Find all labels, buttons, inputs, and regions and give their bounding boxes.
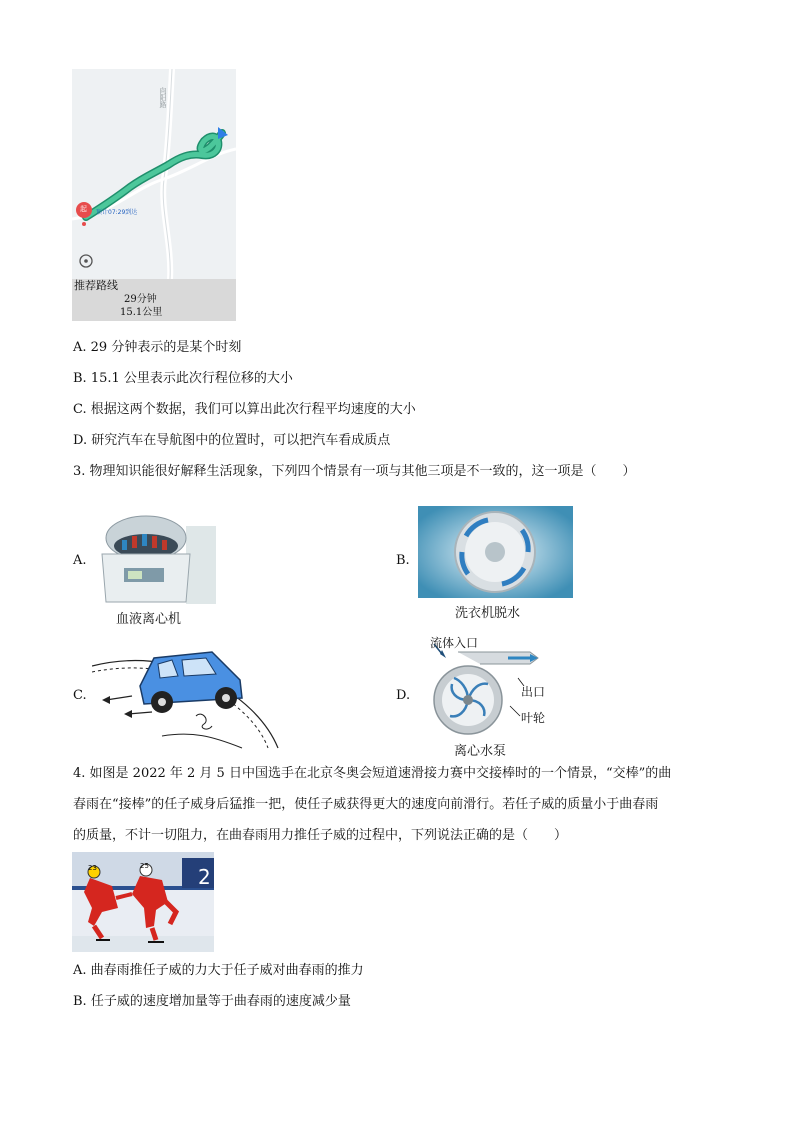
q4-stem-line-2: 春雨在“接棒”的任子威身后猛推一把，使任子威获得更大的速度向前滑行。若任子威的质量小于曲春雨: [73, 797, 659, 812]
route-duration: 29分钟: [124, 294, 157, 305]
route-distance: 15.1公里: [120, 307, 163, 318]
road-label: 向阳路: [159, 87, 167, 108]
bib-number-left: 23: [88, 864, 97, 872]
navigation-map: [72, 69, 236, 321]
route-summary: [72, 279, 236, 321]
q2-option-c: C. 根据这两个数据，我们可以算出此次行程平均速度的大小: [73, 402, 416, 417]
bib-number-right: 25: [140, 862, 149, 870]
map-route-graphic: [72, 69, 236, 279]
q3-stem: 3. 物理知识能很好解释生活现象，下列四个情景有一项与其他三项是不一致的，这一项是（ ）: [73, 464, 636, 479]
pump-impeller-label: 叶轮: [521, 711, 546, 725]
q4-stem-line-3: 的质量，不计一切阻力，在曲春雨用力推任子威的过程中，下列说法正确的是（ ）: [73, 828, 568, 843]
q4-option-b: B. 任子威的速度增加量等于曲春雨的速度减少量: [73, 994, 351, 1009]
washing-machine-image: [418, 506, 573, 598]
eta-label: 预计07:29到达: [96, 209, 138, 216]
q2-option-d: D. 研究汽车在导航图中的位置时，可以把汽车看成质点: [73, 433, 391, 448]
svg-text:2: 2: [198, 865, 211, 889]
q3-option-b-label: B.: [396, 553, 410, 568]
q2-option-a: A. 29 分钟表示的是某个时刻: [73, 340, 242, 355]
start-marker-label: 起: [80, 205, 87, 213]
q3-option-a-label: A.: [73, 553, 87, 568]
centrifuge-caption: 血液离心机: [116, 612, 182, 627]
q3-option-c-label: C.: [73, 688, 87, 703]
speed-skating-photo: [72, 852, 214, 952]
centrifuge-image: [94, 506, 216, 604]
q3-option-d-label: D.: [396, 688, 411, 703]
q2-option-b: B. 15.1 公里表示此次行程位移的大小: [73, 371, 293, 386]
q4-option-a: A. 曲春雨推任子威的力大于任子威对曲春雨的推力: [73, 963, 364, 978]
skidding-car-image: [92, 636, 280, 750]
pump-outlet-label: 出口: [521, 685, 546, 699]
route-title: 推荐路线: [74, 279, 118, 292]
pump-caption: 离心水泵: [454, 744, 507, 759]
pump-inlet-label: 流体入口: [430, 636, 479, 650]
washing-machine-caption: 洗衣机脱水: [455, 606, 521, 621]
q4-stem-line-1: 4. 如图是 2022 年 2 月 5 日中国选手在北京冬奥会短道速滑接力赛中交接棒时的一个情景，“交棒”的曲: [73, 766, 672, 781]
